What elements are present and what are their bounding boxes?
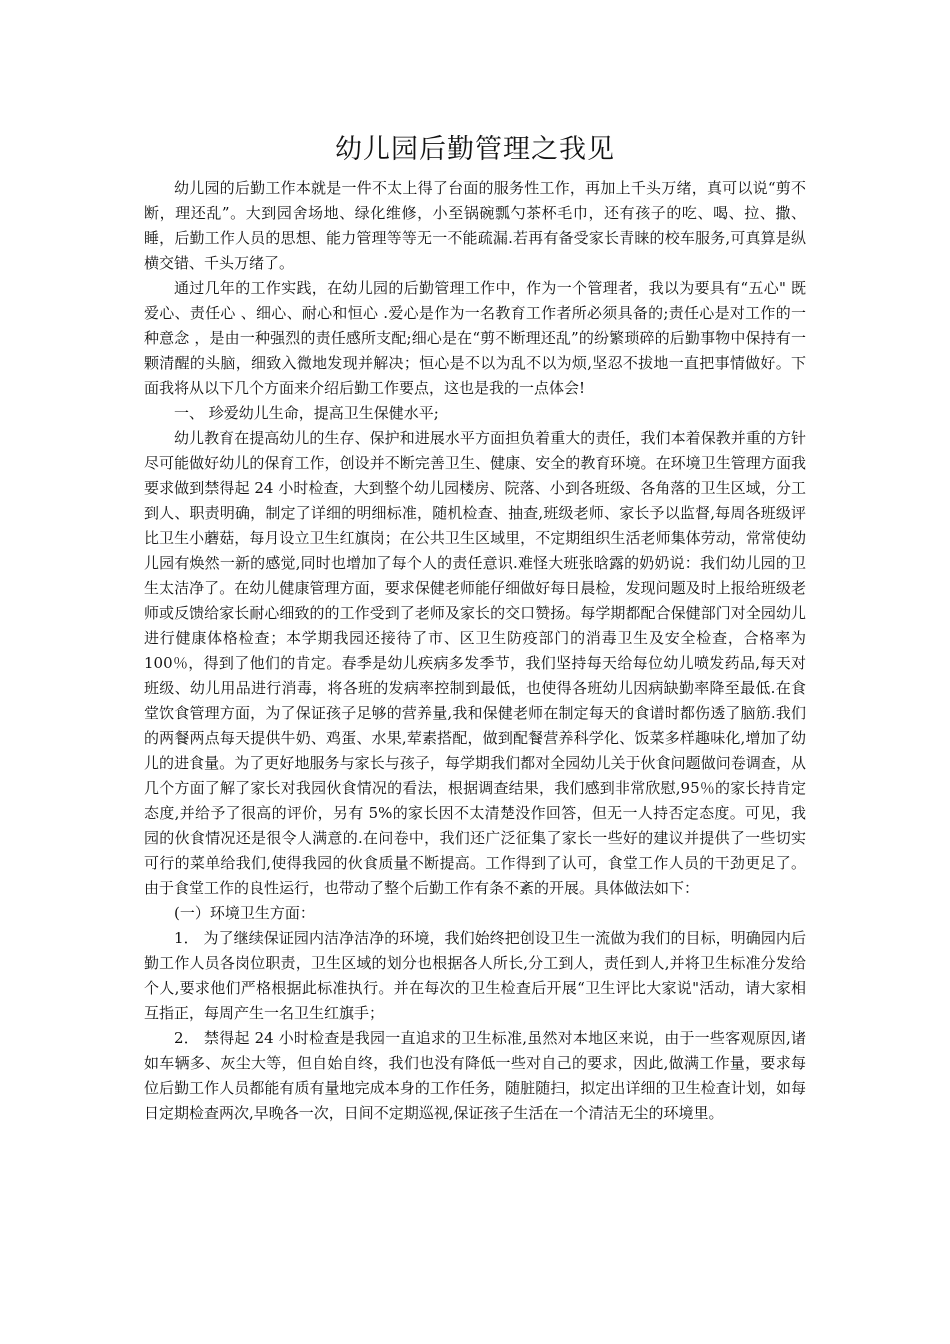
paragraph-five-hearts: 通过几年的工作实践，在幼儿园的后勤管理工作中，作为一个管理者，我以为要具有“五心" 既爱心、责任心 、细心、耐心和恒心 .爱心是作为一名教育工作者所必须具备的;责任心是对工作的一种意念 ，是由一种强烈的责任感所支配;细心是在“剪不断理还乱”的纷繁琐碎的后勤事物中保持有一颗清醒的头脑，细致入微地发现并解决；恒心是不以为乱不以为烦,坚忍不拔地一直把事情做好。下面我将从以下几个方面来介绍后勤工作要点，这也是我的一点体会! [144,279,806,397]
list-item-2: 2． 禁得起 24 小时检查是我园一直追求的卫生标准,虽然对本地区来说，由于一些客观原因,诸如车辆多、灰尘大等，但自始自终，我们也没有降低一些对自己的要求，因此,做满工作量，要求每位后勤工作人员都能有质有量地完成本身的工作任务，随脏随扫，拟定出详细的卫生检查计划，如每日定期检查两次,早晚各一次，日间不定期巡视,保证孩子生活在一个清洁无尘的环境里。 [144,1029,806,1122]
section-heading-1: 一、 珍爱幼儿生命，提高卫生保健水平; [174,404,439,422]
document-title: 幼儿园后勤管理之我见 [335,134,615,165]
list-item-1: 1． 为了继续保证园内洁净洁净的环境，我们始终把创设卫生一流做为我们的目标，明确园内后勤工作人员各岗位职责，卫生区域的划分也根据各人所长,分工到人，责任到人,并将卫生标准分发给个人,要求他们严格根据此标准执行。并在每次的卫生检查后开展“卫生评比大家说"活动，请大家相互指正，每周产生一名卫生红旗手； [144,929,806,1022]
document-body [144,128,806,1126]
subsection-heading-environment: (一）环境卫生方面： [174,904,315,922]
paragraph-intro: 幼儿园的后勤工作本就是一件不太上得了台面的服务性工作，再加上千头万绪，真可以说“剪不断，理还乱”。大到园舍场地、绿化维修，小至锅碗瓢勺茶杯毛巾，还有孩子的吃、喝、拉、撒、睡，后勤工作人员的思想、能力管理等等无一不能疏漏.若再有备受家长青睐的校车服务,可真算是纵横交错、千头万绪了。 [144,179,806,272]
paragraph-health-care: 幼儿教育在提高幼儿的生存、保护和进展水平方面担负着重大的责任，我们本着保教并重的方针尽可能做好幼儿的保育工作，创设并不断完善卫生、健康、安全的教育环境。在环境卫生管理方面我要求做到禁得起 24 小时检查，大到整个幼儿园楼房、院落、小到各班级、各角落的卫生区域，分工到人、职责明确，制定了详细的明细标准，随机检查、抽查,班级老师、家长予以监督,每周各班级评比卫生小蘑菇，每月设立卫生红旗岗；在公共卫生区域里，不定期组织生活老师集体劳动，常常使幼儿园有焕然一新的感觉,同时也增加了每个人的责任意识.难怪大班张晗露的奶奶说：我们幼儿园的卫生太洁净了。在幼儿健康管理方面，要求保健老师能仔细做好每日晨检，发现问题及时上报给班级老师或反馈给家长耐心细致的的工作受到了老师及家长的交口赞扬。每学期都配合保健部门对全园幼儿进行健康体格检查；本学期我园还接待了市、区卫生防疫部门的消毒卫生及安全检查，合格率为 100％，得到了他们的肯定。春季是幼儿疾病多发季节，我们坚持每天给每位幼儿喷发药品,每天对班级、幼儿用品进行消毒，将各班的发病率控制到最低，也使得各班幼儿因病缺勤率降至最低.在食堂饮食管理方面，为了保证孩子足够的营养量,我和保健老师在制定每天的食谱时都伤透了脑筋.我们的两餐两点每天提供牛奶、鸡蛋、水果,荤素搭配，做到配餐营养科学化、饭菜多样趣味化,增加了幼儿的进食量。为了更好地服务与家长与孩子，每学期我们都对全园幼儿关于伙食问题做问卷调查，从几个方面了解了家长对我园伙食情况的看法，根据调查结果，我们感到非常欣慰,95％的家长持肯定态度,并给予了很高的评价，另有 5%的家长因不太清楚没作回答，但无一人持否定态度。可见，我园的伙食情况还是很令人满意的.在问卷中，我们还广泛征集了家长一些好的建议并提供了一些切实可行的菜单给我们,使得我园的伙食质量不断提高。工作得到了认可，食堂工作人员的干劲更足了。由于食堂工作的良性运行，也带动了整个后勤工作有条不紊的开展。具体做法如下： [144,429,806,897]
